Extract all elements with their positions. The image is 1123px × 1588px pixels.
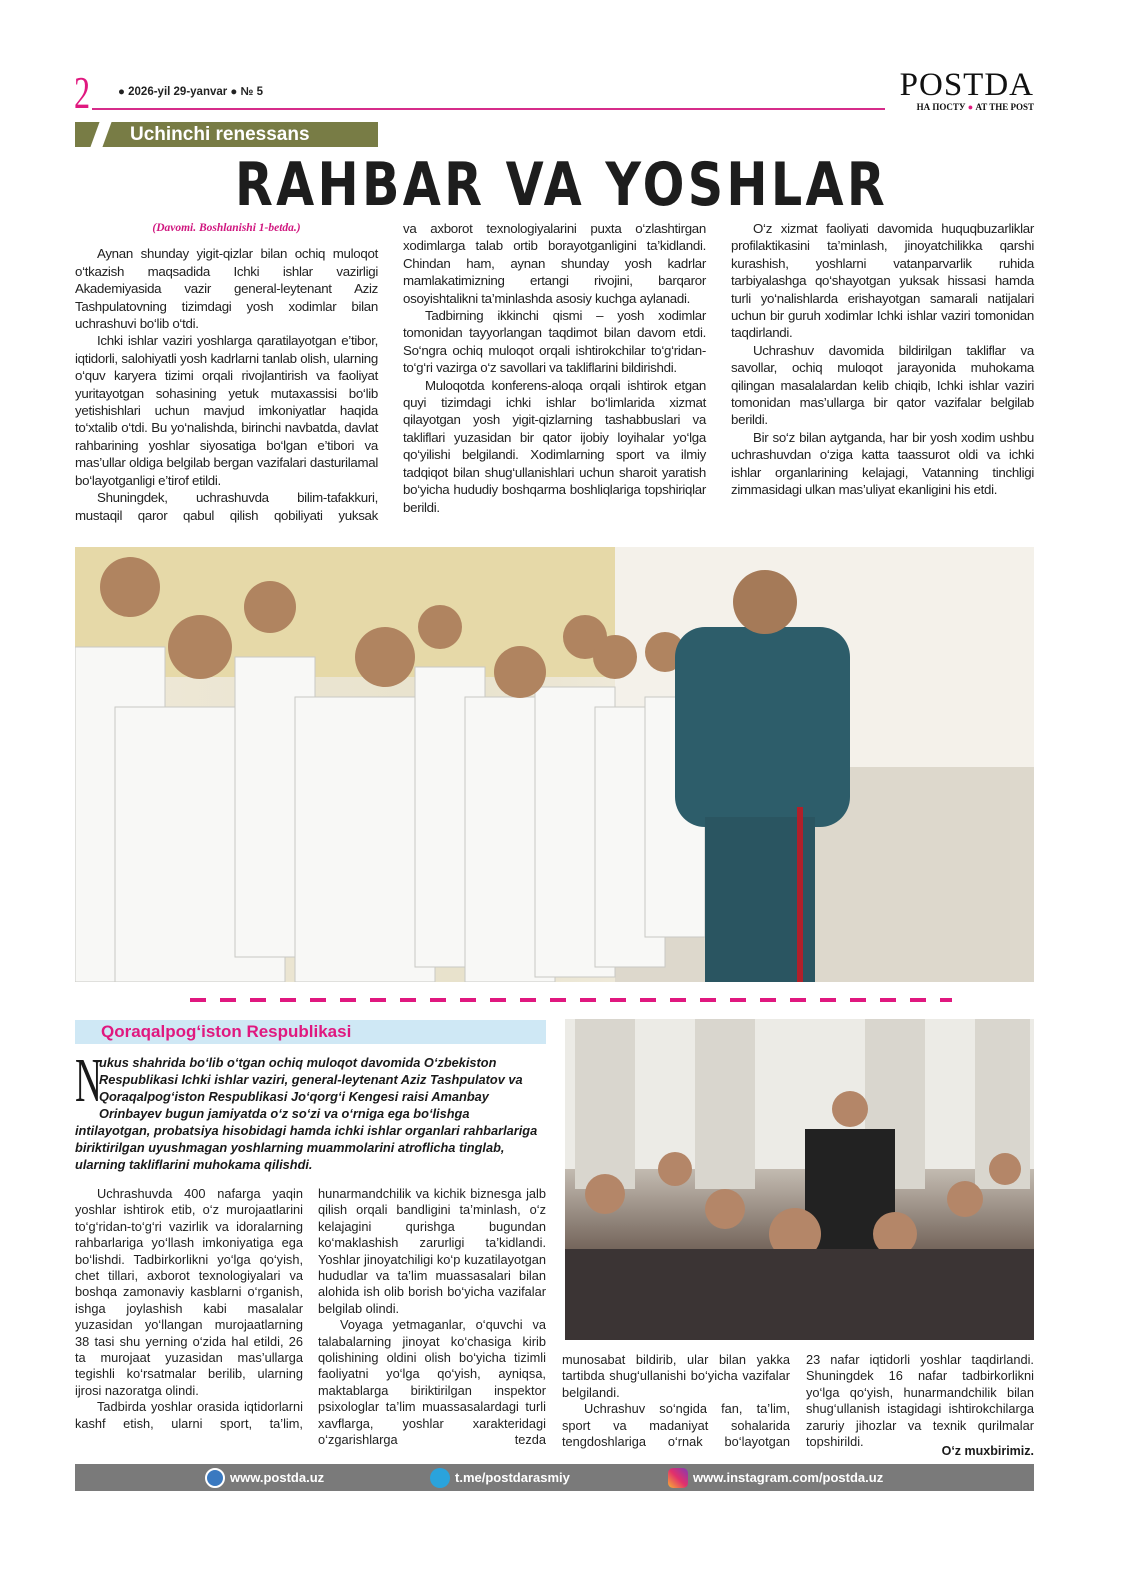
paragraph: Voyaga yetmaganlar, o‘quvchi va talabalarning jinoyat ko‘chasiga kirib qolishining oldini olish bo‘yicha tizimli faoliyatni yo‘lga qo‘yish, ayniqsa, maktablarga biriktirilgan inspektor psixologlar ta’lim muassasalardagi turli xavflarga, yoshlar xarakteridagi o‘zgarishlarga tezda: [318, 1317, 546, 1448]
footer-website[interactable]: [205, 1464, 324, 1491]
telegram-link[interactable]: t.me/postdarasmiy: [455, 1470, 570, 1485]
footer-bar: [75, 1464, 1034, 1491]
article1-column-1: [75, 220, 378, 524]
paragraph: Tadbirning ikkinchi qismi – yosh xodimlar tomonidan tayyorlangan taqdimot bilan davom etdi. So‘ngra ochiq muloqot orqali ishtirokchilar to‘g‘ridan-to‘g‘ri vazirga o‘z savollari va takliflarini bildirishdi.: [403, 308, 706, 376]
logo-subtitle: [888, 102, 1034, 112]
paragraph: Ichki ishlar vaziri yoshlarga qaratilayotgan e’tibor, iqtidorli, salohiyatli yosh kadrlarni tanlab olish, ularning o‘quv karyera tizimi orqali rivojlantirish va faoliyat yuritayotgan sohasining yetuk mutaxassisi bo‘lib yetishishlari uchun mavjud imkoniyatlar haqida to‘xtalib o‘tdi. Bu yo‘nalishda, birinchi navbatda, davlat rahbarining yoshlar siyosatiga bo‘lgan e’tibori va mas’ullar oldiga belgilab bergan vazifalari dasturilamal bo‘layotganligi e’tirof etildi.: [75, 333, 378, 488]
instagram-link[interactable]: www.instagram.com/postda.uz: [693, 1470, 884, 1485]
logo-sub-right: AT THE POST: [975, 102, 1034, 112]
article1-column-2: [403, 220, 706, 516]
article2-column-1: [75, 1186, 303, 1432]
headline: RAHBAR VA YOSHLAR: [234, 150, 889, 220]
rubric-label: [75, 122, 378, 147]
newspaper-logo: [888, 68, 1034, 112]
lead-text: ukus shahrida bo‘lib o‘tgan ochiq muloqot davomida O‘zbekiston Respublikasi Ichki ishlar vaziri, general-leytenant Aziz Tashpulatov va Qoraqalpog‘iston Respublikasi Jo‘qorg‘i Kengesi raisi Amanbay Orinbayev bugun jamiyatda o‘z so‘zi va o‘rniga ega bo‘lishga intilayotgan, probatsiya hisobidagi hamda ichki ishlar organlari rahbarlariga biriktirilgan uyushmagan yoshlarning muammolarini atroflicha tinglab, ularning takliflarini muhokama qilishdi.: [75, 1055, 538, 1172]
paragraph: Shuningdek, uchrashuvda bilim-tafakkuri, mustaqil qaror qabul qilish qobiliyati yuksak: [75, 490, 378, 523]
paragraph: 23 nafar iqtidorli yoshlar taqdirlandi. Shuningdek 16 nafar tadbirkorlikni yo‘lga qo‘yish, hunarmandchilik bilan shug‘ullanish istagidagi ishtirokchilarga zaruriy jihozlar va texnik qurilmalar topshirildi.: [806, 1352, 1034, 1450]
instagram-icon: [668, 1468, 688, 1488]
dateline: ● 2026-yil 29-yanvar ● № 5: [118, 86, 263, 98]
continuation-note: (Davomi. Boshlanishi 1-betda.): [152, 222, 301, 234]
paragraph: Uchrashuv davomida bildirilgan takliflar va savollar, ochiq muloqot jarayonida muhokama qilingan masalalardan kelib chiqib, Ichki ishlar vaziri tomonidan mas’ullarga bir qator vazifalar belgilab berildi.: [731, 342, 1034, 428]
paragraph: va axborot texnologiyalarini puxta o‘zlashtirgan xodimlarga talab ortib borayotganligini ta’kidlandi. Chindan ham, aynan shunday yosh kadrlar mamlakatimizning ertangi rivojini, barqaror osoyishtalikni ta’minlashda asosiy kuchga aylanadi.: [403, 221, 706, 306]
section-header: Qoraqalpog‘iston Respublikasi: [75, 1020, 546, 1044]
paragraph: hunarmandchilik va kichik biznesga jalb qilish orqali bandligini ta’minlash, o‘z kelajagini qurishga bugundan ko‘maklashish zarurligi ta’kidlandi. Yoshlar jinoyatchiligi ko‘p kuzatilayotgan hududlar va ta’lim muassasalari bilan alohida ish olib borish bo‘yicha vazifalar belgilab olindi.: [318, 1186, 546, 1316]
slash-decoration: [90, 122, 111, 147]
header-rule: [92, 108, 885, 110]
paragraph: Muloqotda konferens-aloqa orqali ishtirok etgan quyi tizimdagi ichki ishlar bo‘limlarida xizmat qilayotgan yosh yigit-qizlarning tashabbuslari va takliflari yuzasidan bir qator ijobiy loyihalar yo‘lga qo‘yilishi belgilandi. Xodimlarning sport va ilmiy tadqiqot bilan shug‘ullanishlari uchun sharoit yaratish bo‘yicha hududiy boshqarma boshliqlariga topshiriqlar berildi.: [403, 377, 706, 515]
footer-instagram[interactable]: [668, 1464, 883, 1491]
drop-cap: N: [75, 1047, 102, 1115]
globe-icon: [205, 1468, 225, 1488]
article2-column-4: [806, 1352, 1034, 1450]
paragraph: munosabat bildirib, ular bilan yakka tartibda shug‘ullanishi bo‘yicha vazifalar belgilandi.: [562, 1352, 790, 1400]
logo-name: POSTDA: [899, 67, 1034, 103]
photo-minister-with-cadets: [75, 547, 1034, 982]
article1-column-3: [731, 220, 1034, 499]
section-divider: [190, 998, 952, 1002]
paragraph: Tadbirda yoshlar orasida iqtidorlarni kashf etish, ularni sport, ta’lim,: [75, 1399, 303, 1431]
photo-illustration: [75, 547, 1034, 982]
paragraph: O‘z xizmat faoliyati davomida huquqbuzarliklar profilaktikasini ta’minlash, jinoyatchilikka qarshi kurashish, yoshlarni vatanparvarlik ruhida tarbiyalashga qo‘shayotgan yuksak hissasi hamda turli yo‘nalishlarda erishayotgan samarali natijalari uchun bir guruh xodimlar Ichki ishlar vaziri tomonidan taqdirlandi.: [731, 221, 1034, 341]
page-number: 2: [74, 67, 91, 118]
article2-lead: [75, 1047, 546, 1173]
article2-column-2: [318, 1186, 546, 1449]
paragraph: Bir so‘z bilan aytganda, har bir yosh xodim ushbu uchrashuvdan o‘ziga katta taassurot oldi va ichki ishlar organlarining kelajagi, Vatanning tinchligi zimmasidagi ulkan mas’uliyat ekanligini his etdi.: [731, 429, 1034, 498]
photo-illustration: [565, 1019, 1034, 1340]
paragraph: Uchrashuvda 400 nafarga yaqin yoshlar ishtirok etib, o‘z murojaatlarini to‘g‘ridan-to‘g‘ri vazirlik va idoralarning rahbarlariga yo‘llash imkoniyatiga ega bo‘lishdi. Tadbirkorlikni yo‘lga qo‘yish, chet tillari, axborot texnologiyalari va boshqa zamonaviy kasblarni o‘rganish, ishga joylashish kabi masalalar yuzasidan yo‘llangan murojaatlarning 38 tasi shu yerning o‘zida hal etildi, 26 ta murojaat yuzasidan mas’ullarga tegishli ko‘rsatmalar berilib, ularning ijrosi nazoratga olindi.: [75, 1186, 303, 1398]
photo-youth-meeting: [565, 1019, 1034, 1340]
telegram-icon: [430, 1468, 450, 1488]
logo-sub-left: НА ПОСТУ: [916, 102, 966, 112]
article2-column-3: [562, 1352, 790, 1450]
paragraph: Aynan shunday yigit-qizlar bilan ochiq muloqot o‘tkazish maqsadida Ichki ishlar vazirligi Akademiyasida vazir general-leytenant Aziz Tashpulatovning tizimdagi yosh xodimlar bilan uchrashuvi bo‘lib o‘tdi.: [75, 246, 378, 332]
website-link[interactable]: www.postda.uz: [230, 1470, 325, 1485]
footer-telegram[interactable]: [430, 1464, 570, 1491]
rubric-text: Uchinchi renessans: [130, 124, 310, 145]
paragraph: Uchrashuv so‘ngida fan, ta’lim, sport va madaniyat sohalarida tengdoshlariga o‘rnak bo‘layotgan: [562, 1401, 790, 1450]
byline: O‘z muxbirimiz.: [941, 1444, 1034, 1458]
logo-sub-sep: ●: [967, 102, 974, 112]
